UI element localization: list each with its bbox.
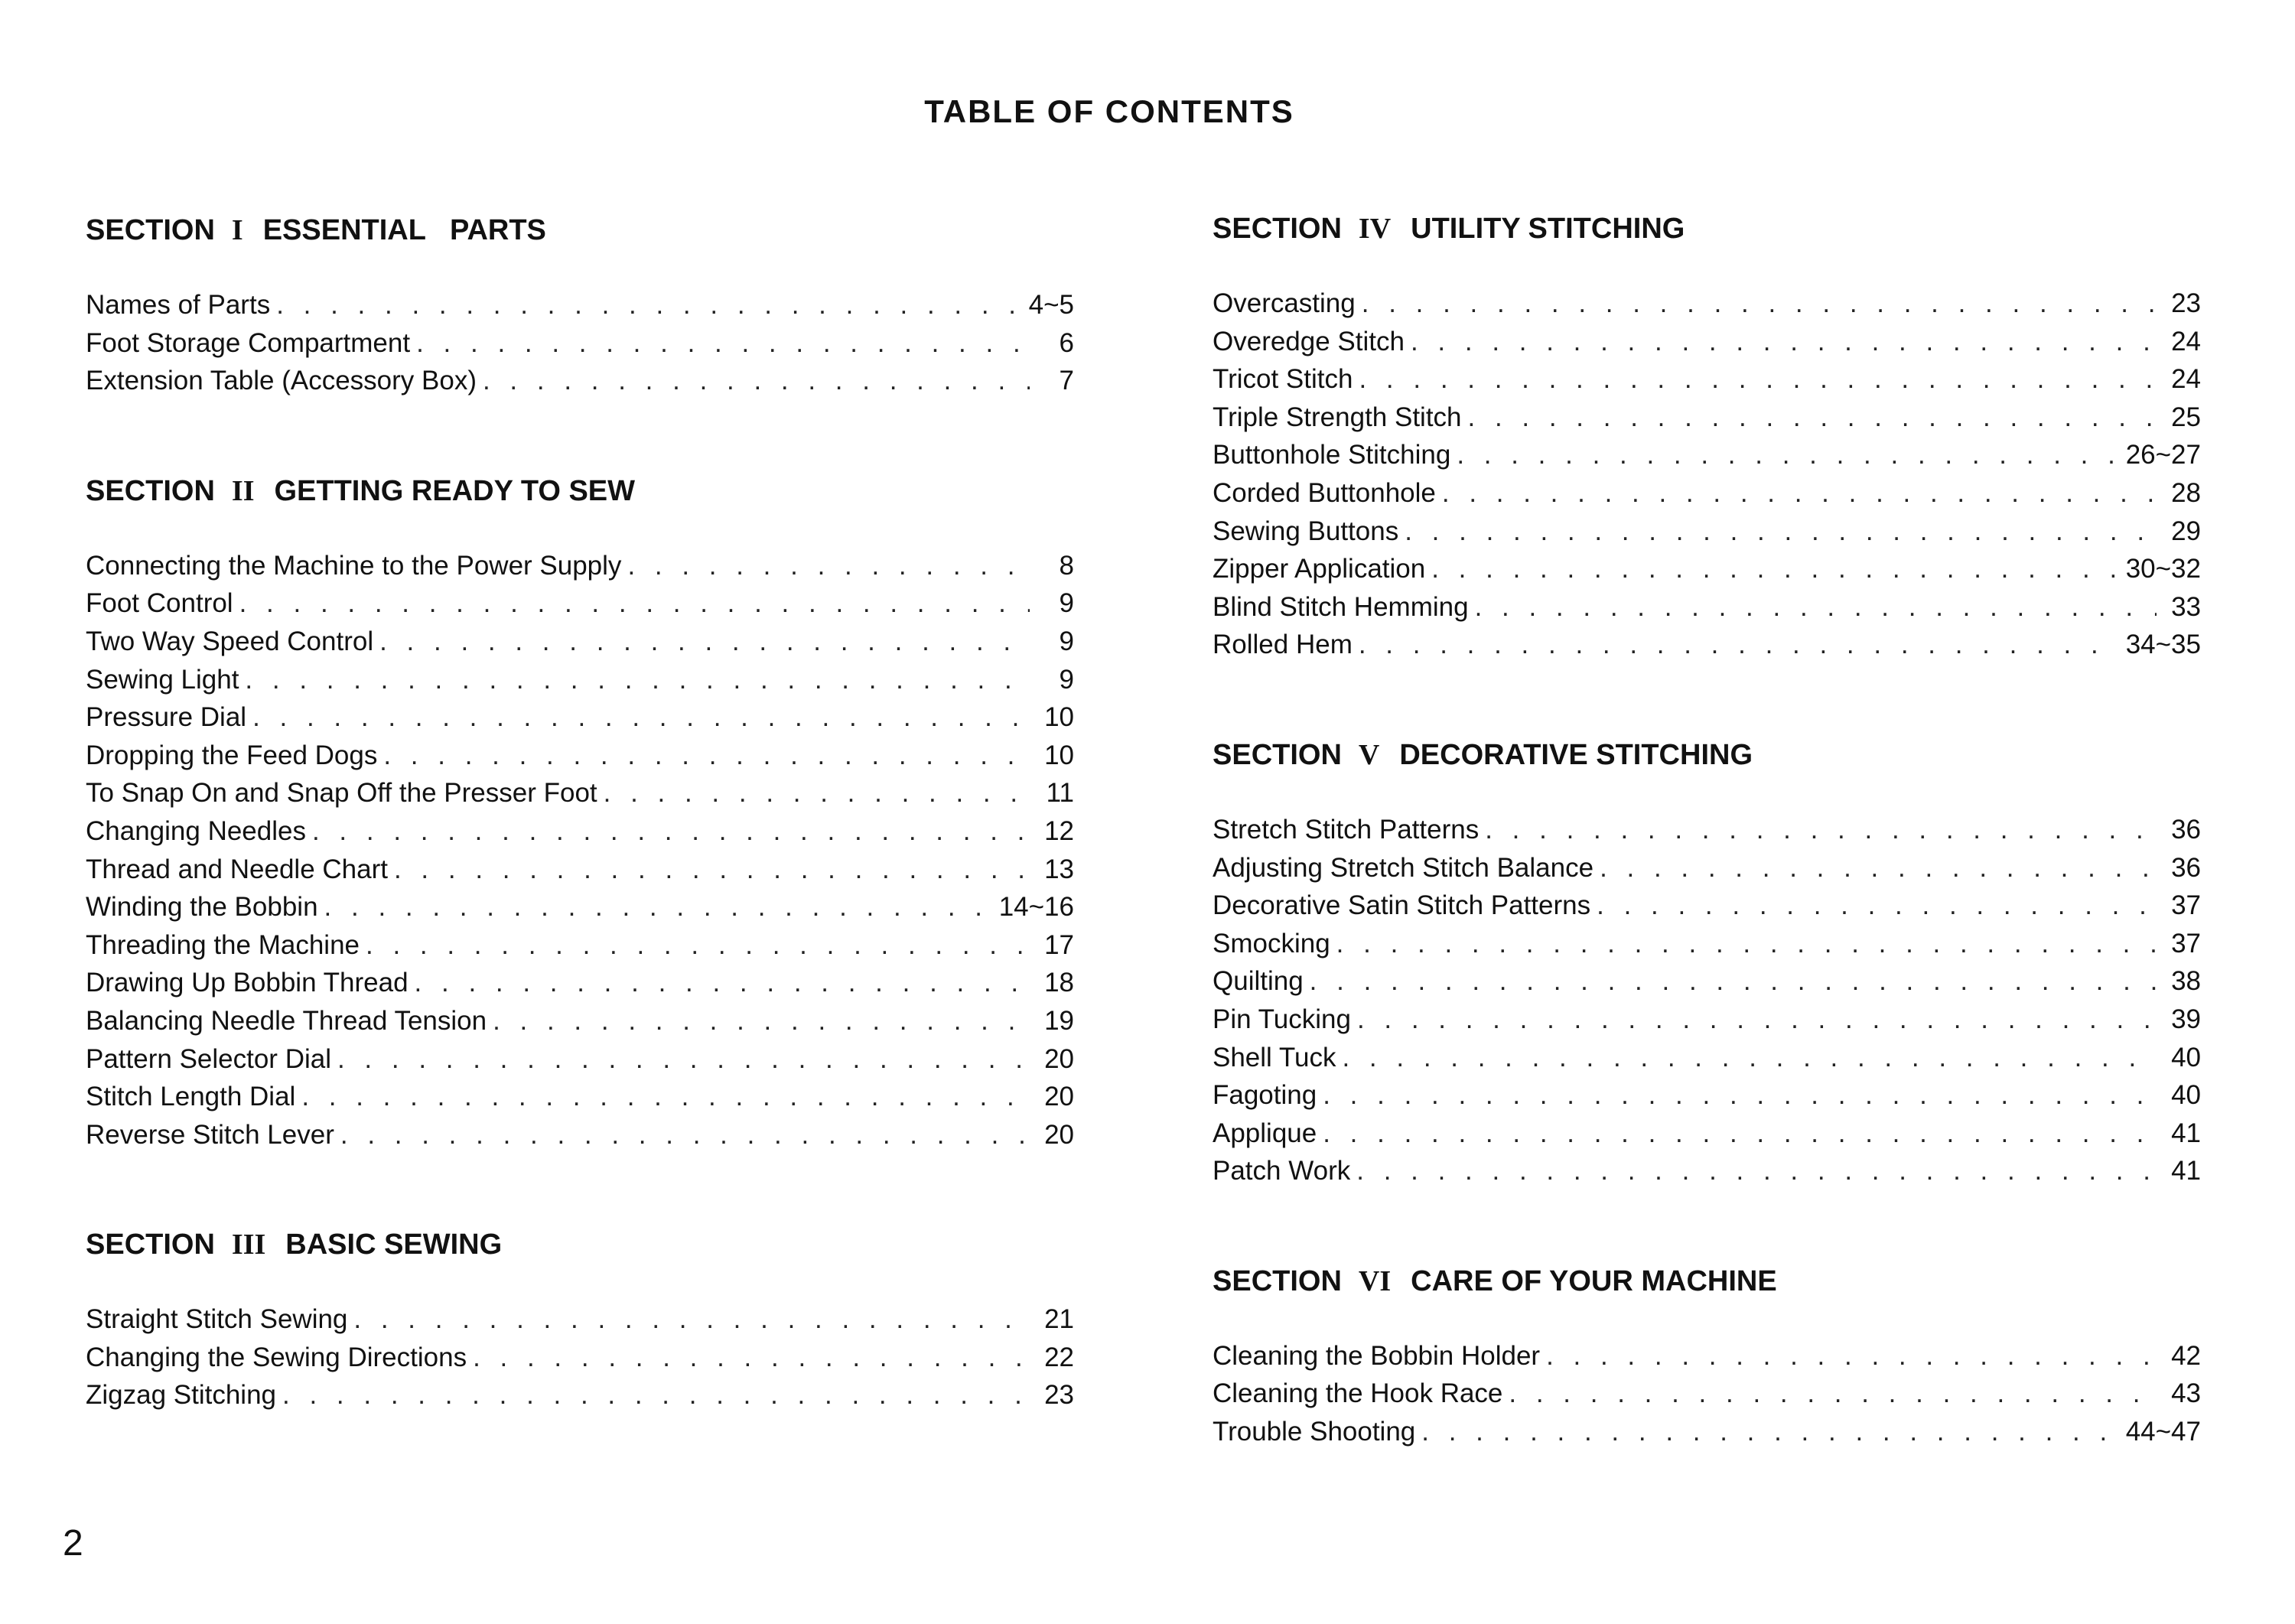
toc-entry <box>86 1116 1074 1154</box>
dot-leader <box>353 1300 1030 1339</box>
toc-entry-title: Winding the Bobbin <box>86 892 318 923</box>
section-heading <box>1213 210 2201 248</box>
page-title: TABLE OF CONTENTS <box>924 93 1294 129</box>
toc-entry-page: 12 <box>1044 815 1074 846</box>
toc-entry-page: 19 <box>1044 1005 1074 1036</box>
toc-entry-page: 18 <box>1044 968 1074 998</box>
toc-entry <box>1213 849 2201 887</box>
dot-leader <box>252 698 1030 737</box>
toc-entry <box>1213 1375 2201 1413</box>
toc-entry <box>86 1376 1074 1414</box>
section-name: GETTING READY TO SEW <box>274 474 636 507</box>
dot-leader <box>1359 626 2120 664</box>
dot-leader <box>1323 1076 2157 1115</box>
toc-entry <box>86 1300 1074 1339</box>
toc-entry-list <box>1213 1337 2201 1451</box>
toc-entry <box>1213 1337 2201 1375</box>
toc-entry <box>86 851 1074 889</box>
toc-entry-title: Two Way Speed Control <box>86 626 374 656</box>
toc-entry <box>86 661 1074 699</box>
toc-entry <box>1213 474 2201 513</box>
section-spacer <box>86 1154 1074 1225</box>
section-name: ESSENTIAL PARTS <box>262 214 546 246</box>
toc-entry <box>1213 323 2201 361</box>
toc-entry-title: Straight Stitch Sewing <box>86 1304 348 1335</box>
toc-entry-title: Cleaning the Hook Race <box>1213 1378 1503 1409</box>
toc-entry <box>1213 513 2201 551</box>
toc-entry-title: Reverse Stitch Lever <box>86 1119 334 1150</box>
toc-entry-title: Blind Stitch Hemming <box>1213 591 1469 622</box>
toc-entry-page: 20 <box>1044 1043 1074 1074</box>
toc-entry-title: Stitch Length Dial <box>86 1082 296 1112</box>
dot-leader <box>1405 513 2157 551</box>
section-label: SECTION <box>86 1229 215 1261</box>
toc-entry-title: To Snap On and Snap Off the Presser Foot <box>86 778 597 809</box>
dot-leader <box>627 547 1030 585</box>
dot-leader <box>394 851 1030 889</box>
section-name: UTILITY STITCHING <box>1411 213 1685 245</box>
dot-leader <box>324 888 993 926</box>
toc-entry-title: Decorative Satin Stitch Patterns <box>1213 890 1591 921</box>
toc-entry-title: Sewing Buttons <box>1213 516 1399 546</box>
toc-entry-title: Fagoting <box>1213 1080 1317 1111</box>
dot-leader <box>1600 849 2157 887</box>
section-name: DECORATIVE STITCHING <box>1399 738 1753 771</box>
toc-entry <box>1213 1039 2201 1077</box>
toc-entry-page: 37 <box>2171 890 2201 921</box>
toc-entry <box>86 1339 1074 1377</box>
toc-entry <box>1213 550 2201 588</box>
toc-entry <box>86 1002 1074 1040</box>
toc-entry <box>86 737 1074 775</box>
toc-entry-page: 23 <box>2171 288 2201 318</box>
toc-entry-page: 41 <box>2171 1118 2201 1148</box>
toc-section <box>86 211 1074 400</box>
section-spacer <box>1213 664 2201 736</box>
dot-leader <box>416 324 1030 363</box>
dot-leader <box>1421 1413 2119 1451</box>
dot-leader <box>1357 1001 2157 1039</box>
toc-entry-page: 8 <box>1059 550 1074 581</box>
dot-leader <box>1597 887 2157 925</box>
toc-entry-page: 30~32 <box>2125 554 2201 584</box>
dot-leader <box>1336 925 2157 963</box>
toc-entry-title: Drawing Up Bobbin Thread <box>86 968 409 998</box>
toc-entry-page: 36 <box>2171 814 2201 845</box>
toc-entry-title: Trouble Shooting <box>1213 1417 1416 1447</box>
toc-entry <box>86 286 1074 324</box>
toc-section <box>1213 210 2201 664</box>
dot-leader <box>1411 323 2157 361</box>
toc-entry <box>1213 1152 2201 1190</box>
section-numeral: IV <box>1358 213 1392 245</box>
toc-entry <box>86 547 1074 585</box>
toc-entry-title: Stretch Stitch Patterns <box>1213 814 1480 845</box>
toc-entry-page: 40 <box>2171 1042 2201 1072</box>
toc-entry <box>1213 1001 2201 1039</box>
dot-leader <box>1468 399 2157 437</box>
toc-entry-title: Corded Buttonhole <box>1213 477 1436 508</box>
toc-entry <box>86 812 1074 851</box>
toc-entry-page: 21 <box>1044 1304 1074 1335</box>
toc-entry-title: Changing Needles <box>86 815 306 846</box>
toc-entry <box>86 1040 1074 1079</box>
toc-entry <box>1213 399 2201 437</box>
toc-entry-page: 28 <box>2171 477 2201 508</box>
toc-entry <box>1213 436 2201 474</box>
toc-entry-page: 41 <box>2171 1156 2201 1186</box>
section-numeral: I <box>231 214 243 246</box>
toc-entry <box>1213 588 2201 626</box>
toc-entry-title: Threading the Machine <box>86 929 360 960</box>
dot-leader <box>1485 811 2157 849</box>
toc-entry-title: Triple Strength Stitch <box>1213 402 1462 432</box>
toc-entry-title: Rolled Hem <box>1213 630 1353 660</box>
section-label: SECTION <box>86 214 215 246</box>
section-numeral: III <box>231 1229 266 1261</box>
toc-entry-page: 9 <box>1059 588 1074 619</box>
toc-entry <box>86 324 1074 363</box>
toc-entry-title: Applique <box>1213 1118 1317 1148</box>
toc-entry-page: 14~16 <box>998 892 1074 923</box>
toc-entry-page: 9 <box>1059 664 1074 695</box>
dot-leader <box>1362 285 2157 323</box>
page-number: 2 <box>63 1523 83 1564</box>
dot-leader <box>379 623 1030 661</box>
toc-entry-title: Cleaning the Bobbin Holder <box>1213 1340 1541 1371</box>
toc-entry-title: Pressure Dial <box>86 702 247 733</box>
toc-entry-page: 24 <box>2171 364 2201 395</box>
dot-leader <box>1457 436 2119 474</box>
toc-entry-page: 40 <box>2171 1080 2201 1111</box>
toc-entry <box>86 964 1074 1002</box>
toc-entry-title: Zipper Application <box>1213 554 1426 584</box>
toc-entry-list <box>1213 811 2201 1190</box>
toc-entry-page: 23 <box>1044 1380 1074 1411</box>
toc-entry <box>86 623 1074 661</box>
toc-entry-page: 24 <box>2171 326 2201 356</box>
toc-entry-page: 17 <box>1044 929 1074 960</box>
dot-leader <box>337 1040 1030 1079</box>
toc-entry-page: 43 <box>2171 1378 2201 1409</box>
section-numeral: II <box>231 474 255 507</box>
toc-entry-list <box>86 547 1074 1154</box>
dot-leader <box>415 964 1030 1002</box>
toc-section <box>1213 1262 2201 1451</box>
dot-leader <box>245 661 1030 699</box>
section-heading <box>86 211 1074 249</box>
toc-section <box>86 472 1074 1154</box>
toc-entry-page: 7 <box>1059 366 1074 396</box>
toc-entry <box>1213 1115 2201 1153</box>
dot-leader <box>301 1078 1030 1116</box>
toc-entry <box>1213 811 2201 849</box>
toc-entry-page: 37 <box>2171 928 2201 958</box>
section-heading <box>86 1225 1074 1264</box>
section-label: SECTION <box>1213 213 1342 245</box>
toc-entry-title: Foot Control <box>86 588 233 619</box>
dot-leader <box>1509 1375 2157 1413</box>
dot-leader <box>366 926 1030 965</box>
toc-section <box>86 1225 1074 1414</box>
section-numeral: V <box>1358 738 1380 771</box>
toc-entry-list <box>1213 285 2201 664</box>
section-name: CARE OF YOUR MACHINE <box>1411 1264 1777 1297</box>
toc-entry-title: Adjusting Stretch Stitch Balance <box>1213 852 1594 883</box>
toc-entry <box>86 1078 1074 1116</box>
left-column <box>86 211 1074 1414</box>
toc-entry-title: Sewing Light <box>86 664 239 695</box>
toc-entry-title: Pattern Selector Dial <box>86 1043 331 1074</box>
toc-entry-page: 29 <box>2171 516 2201 546</box>
toc-entry-page: 10 <box>1044 702 1074 733</box>
toc-entry-page: 11 <box>1046 778 1074 809</box>
dot-leader <box>282 1376 1030 1414</box>
toc-entry <box>1213 1413 2201 1451</box>
toc-entry-title: Changing the Sewing Directions <box>86 1342 467 1372</box>
toc-entry-title: Balancing Needle Thread Tension <box>86 1005 487 1036</box>
right-column <box>1213 210 2201 1451</box>
toc-entry-page: 4~5 <box>1028 290 1074 320</box>
toc-entry <box>86 888 1074 926</box>
dot-leader <box>239 584 1030 623</box>
toc-entry-title: Overedge Stitch <box>1213 326 1405 356</box>
dot-leader <box>1431 550 2119 588</box>
toc-entry-page: 33 <box>2171 591 2201 622</box>
toc-entry-page: 39 <box>2171 1004 2201 1034</box>
dot-leader <box>1310 962 2157 1001</box>
toc-entry-list <box>86 286 1074 400</box>
toc-entry-page: 9 <box>1059 626 1074 656</box>
toc-entry <box>1213 962 2201 1001</box>
toc-entry-title: Dropping the Feed Dogs <box>86 740 378 770</box>
toc-entry <box>86 362 1074 400</box>
section-spacer <box>86 400 1074 472</box>
toc-entry-page: 20 <box>1044 1119 1074 1150</box>
toc-section <box>1213 736 2201 1190</box>
toc-entry-title: Connecting the Machine to the Power Supply <box>86 550 622 581</box>
dot-leader <box>276 286 1022 324</box>
dot-leader <box>493 1002 1030 1040</box>
toc-entry-title: Smocking <box>1213 928 1330 958</box>
dot-leader <box>1546 1337 2157 1375</box>
toc-entry <box>1213 1076 2201 1115</box>
dot-leader <box>1323 1115 2157 1153</box>
section-label: SECTION <box>1213 738 1342 771</box>
dot-leader <box>604 774 1030 812</box>
section-heading <box>1213 736 2201 774</box>
toc-entry-title: Thread and Needle Chart <box>86 854 388 884</box>
toc-entry-page: 22 <box>1044 1342 1074 1372</box>
toc-entry-page: 34~35 <box>2125 630 2201 660</box>
toc-entry-page: 6 <box>1059 327 1074 358</box>
dot-leader <box>1359 360 2157 399</box>
toc-entry-title: Zigzag Stitching <box>86 1380 277 1411</box>
toc-entry-page: 38 <box>2171 966 2201 997</box>
dot-leader <box>473 1339 1030 1377</box>
toc-entry-title: Shell Tuck <box>1213 1042 1336 1072</box>
toc-entry-page: 25 <box>2171 402 2201 432</box>
toc-entry-page: 42 <box>2171 1340 2201 1371</box>
toc-entry <box>1213 925 2201 963</box>
section-label: SECTION <box>1213 1264 1342 1297</box>
toc-entry-page: 10 <box>1044 740 1074 770</box>
toc-entry-page: 26~27 <box>2125 440 2201 470</box>
toc-entry-list <box>86 1300 1074 1414</box>
toc-entry-page: 13 <box>1044 854 1074 884</box>
toc-entry <box>86 926 1074 965</box>
toc-entry-title: Names of Parts <box>86 290 271 320</box>
toc-entry-page: 20 <box>1044 1082 1074 1112</box>
section-heading <box>1213 1262 2201 1300</box>
section-heading <box>86 472 1074 510</box>
toc-entry-title: Patch Work <box>1213 1156 1351 1186</box>
toc-entry-title: Pin Tucking <box>1213 1004 1351 1034</box>
section-spacer <box>1213 1190 2201 1262</box>
dot-leader <box>340 1116 1030 1154</box>
toc-entry-title: Extension Table (Accessory Box) <box>86 366 477 396</box>
dot-leader <box>1356 1152 2157 1190</box>
toc-entry-page: 44~47 <box>2125 1417 2201 1447</box>
dot-leader <box>1442 474 2157 513</box>
section-label: SECTION <box>86 474 215 507</box>
toc-entry <box>86 774 1074 812</box>
section-name: BASIC SEWING <box>285 1229 503 1261</box>
toc-entry <box>86 584 1074 623</box>
dot-leader <box>1342 1039 2157 1077</box>
toc-entry-title: Foot Storage Compartment <box>86 327 411 358</box>
dot-leader <box>483 362 1030 400</box>
toc-entry-title: Quilting <box>1213 966 1304 997</box>
section-numeral: VI <box>1358 1264 1392 1297</box>
toc-entry-title: Buttonhole Stitching <box>1213 440 1451 470</box>
toc-entry <box>1213 626 2201 664</box>
toc-entry-page: 36 <box>2171 852 2201 883</box>
toc-entry <box>1213 360 2201 399</box>
toc-entry-title: Overcasting <box>1213 288 1356 318</box>
toc-entry <box>1213 887 2201 925</box>
dot-leader <box>1475 588 2157 626</box>
dot-leader <box>383 737 1030 775</box>
dot-leader <box>312 812 1030 851</box>
toc-entry <box>1213 285 2201 323</box>
toc-entry-title: Tricot Stitch <box>1213 364 1353 395</box>
toc-entry <box>86 698 1074 737</box>
